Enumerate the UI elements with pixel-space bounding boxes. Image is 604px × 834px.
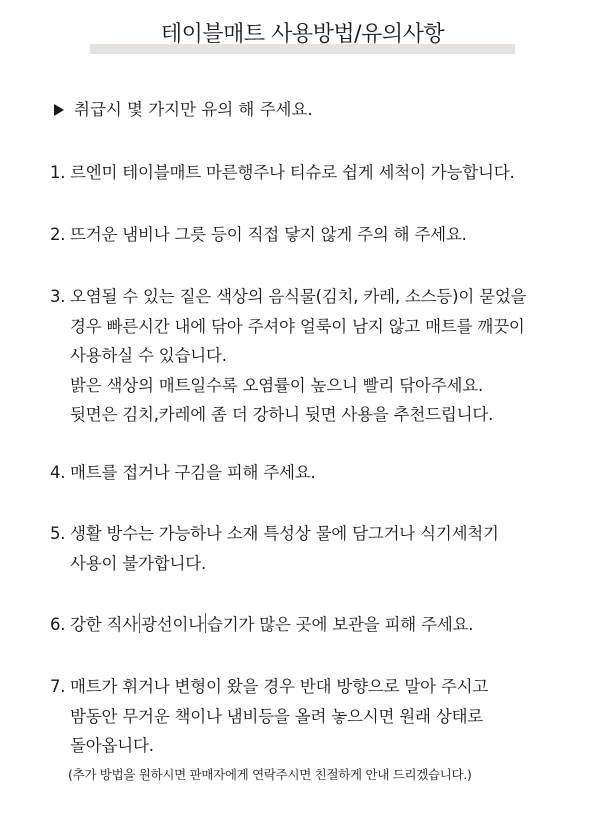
list-item-6 [50,610,473,640]
list-item-7 [50,672,488,761]
item-text: 뒷면은 김치,카레에 좀 더 강하니 뒷면 사용을 추천드립니다. [70,405,494,424]
item-number: 2. [50,225,66,244]
footnote: (추가 방법을 원하시면 판매자에게 연락주시면 친절하게 안내 드리겠습니다.) [68,767,472,782]
item-text: 밝은 색상의 매트일수록 오염률이 높으니 빨리 닦아주세요. [70,375,484,395]
item-number: 3. [50,287,66,306]
list-item-3 [50,282,526,430]
item-text: 매트를 접거나 구김을 피해 주세요. [70,463,316,482]
item-text: 경우 빠른시간 내에 닦아 주셔야 얼룩이 남지 않고 매트를 깨끗이 [70,316,525,336]
list-item-4 [50,458,316,488]
title-block [90,20,515,54]
item-text: 강한 직사 [70,615,139,634]
divider [205,613,206,633]
item-text: 돌아옵니다. [70,736,154,755]
divider [139,613,140,633]
list-item-1 [50,158,515,188]
item-text: 사용이 불가합니다. [70,553,207,573]
page-title: 테이블매트 사용방법/유의사항 [160,22,445,47]
item-text: 오염될 수 있는 짙은 색상의 음식물(김치, 카레, 소스등)이 묻었을 [70,287,527,306]
item-text: 사용하실 수 있습니다. [70,346,227,365]
list-item-2 [50,220,467,250]
list-item-5 [50,519,499,578]
notice-line [54,98,313,122]
item-number: 4. [50,463,66,482]
item-text: 뜨거운 냄비나 그릇 등이 직접 닿지 않게 주의 해 주세요. [70,225,467,244]
item-text: 습기가 많은 곳에 보관을 피해 주세요. [206,615,474,634]
item-number: 6. [50,615,66,634]
item-number: 1. [50,163,66,182]
item-text: 매트가 휘거나 변형이 왔을 경우 반대 방향으로 말아 주시고 [70,677,489,696]
item-text: 광선이나 [141,615,204,634]
item-number: 7. [50,677,66,696]
item-number: 5. [50,524,66,543]
item-text: 밤동안 무거운 책이나 냄비등을 올려 놓으시면 원래 상태로 [70,706,484,726]
item-text: 생활 방수는 가능하나 소재 특성상 물에 담그거나 식기세척기 [70,524,499,543]
notice-text: 취급시 몇 가지만 유의 해 주세요. [74,100,313,119]
triangle-bullet-icon [54,104,64,116]
item-text: 르엔미 테이블매트 마른행주나 티슈로 쉽게 세척이 가능합니다. [70,163,515,182]
